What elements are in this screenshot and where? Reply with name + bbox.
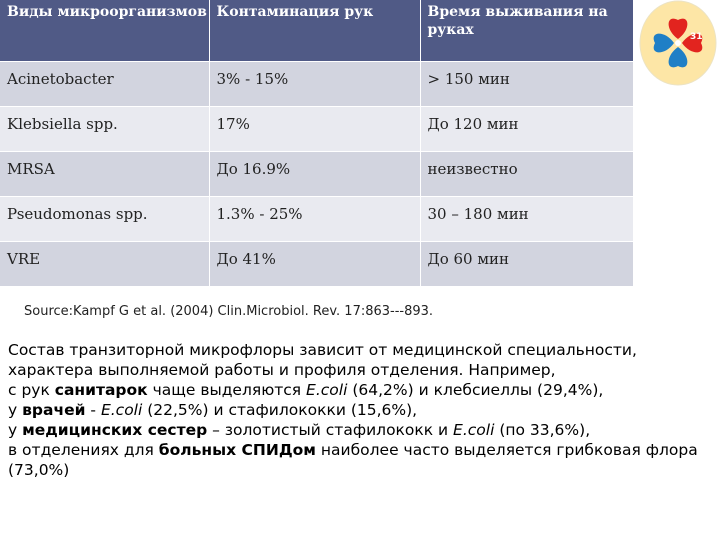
line-doctors: у врачей - E.coli (22,5%) и стафилококки (15,6%),: [8, 401, 418, 419]
header-survival-time: Время выживания на руках: [420, 0, 633, 61]
header-contamination: Контаминация рук: [209, 0, 420, 61]
cell-contamination: До 16.9%: [209, 151, 420, 196]
line-nurses: у медицинских сестер – золотистый стафилококк и E.coli (по 33,6%),: [8, 421, 591, 439]
body-text: [8, 340, 716, 480]
cell-organism: MRSA: [0, 151, 209, 196]
cell-contamination: 3% - 15%: [209, 61, 420, 106]
microorganism-table: [0, 0, 634, 287]
hospital-logo-icon: [639, 0, 717, 86]
source-citation: Source:Kampf G et al. (2004) Clin.Microbiol. Rev. 17:863---893.: [24, 304, 434, 319]
intro-paragraph: Состав транзиторной микрофлоры зависит от медицинской специальности, характера выполняемой работы и профиля отделения. Например,: [8, 341, 637, 379]
cell-organism: Pseudomonas spp.: [0, 196, 209, 241]
cell-survival: > 150 мин: [420, 61, 633, 106]
logo-number: 31: [690, 32, 703, 42]
cell-contamination: 17%: [209, 106, 420, 151]
table-row: [0, 196, 633, 241]
line-aids-wards: в отделениях для больных СПИДом наиболее часто выделяется грибковая флора (73,0%): [8, 441, 698, 479]
table-row: [0, 241, 633, 286]
cell-organism: Acinetobacter: [0, 61, 209, 106]
table-header-row: [0, 0, 633, 61]
cell-survival: До 120 мин: [420, 106, 633, 151]
table-row: [0, 106, 633, 151]
cell-contamination: До 41%: [209, 241, 420, 286]
cell-survival: 30 – 180 мин: [420, 196, 633, 241]
table-row: [0, 61, 633, 106]
cell-organism: Klebsiella spp.: [0, 106, 209, 151]
cell-survival: неизвестно: [420, 151, 633, 196]
cell-organism: VRE: [0, 241, 209, 286]
line-orderlies: с рук санитарок чаще выделяются E.coli (64,2%) и клебсиеллы (29,4%),: [8, 381, 604, 399]
cell-survival: До 60 мин: [420, 241, 633, 286]
cell-contamination: 1.3% - 25%: [209, 196, 420, 241]
table-row: [0, 151, 633, 196]
header-microorganisms: Виды микроорганизмов: [0, 0, 209, 61]
